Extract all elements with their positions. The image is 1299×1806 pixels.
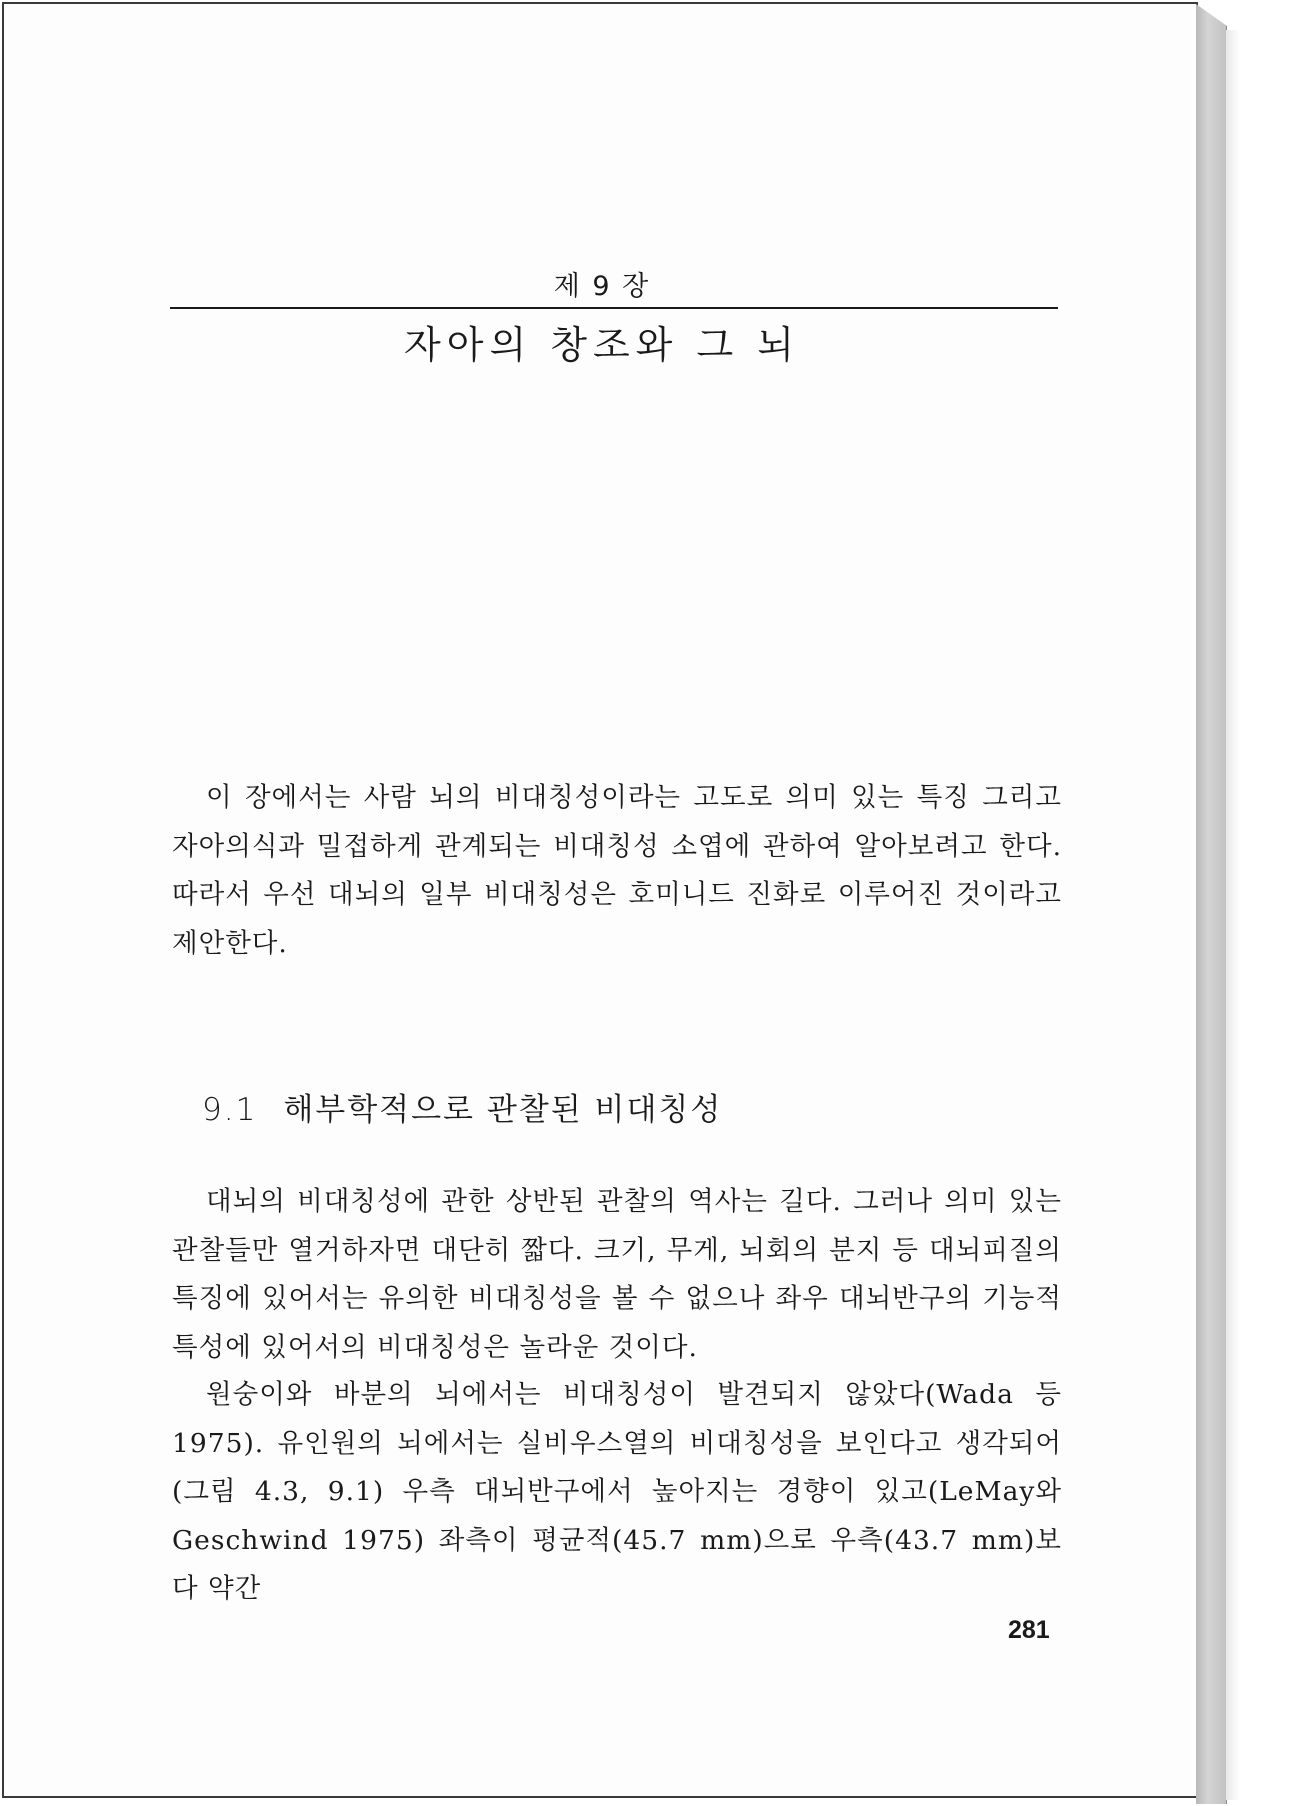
body-paragraph: 대뇌의 비대칭성에 관한 상반된 관찰의 역사는 길다. 그러나 의미 있는 관찰들만 열거하자면 대단히 짧다. 크기, 무게, 뇌회의 분지 등 대뇌피질의 특징에 있어서는 유의한 비대칭성을 볼 수 없으나 좌우 대뇌반구의 기능적 특성에 있어서의 비대칭성은 놀라운 것이다. bbox=[172, 1186, 1062, 1363]
chapter-label: 제 9 장 bbox=[553, 271, 651, 302]
chapter-divider bbox=[170, 307, 1058, 309]
section-title: 해부학적으로 관찰된 비대칭성 bbox=[283, 1092, 723, 1128]
intro-paragraph: 이 장에서는 사람 뇌의 비대칭성이라는 고도로 의미 있는 특징 그리고 자아의식과 밀접하게 관계되는 비대칭성 소엽에 관하여 알아보려고 한다. 따라서 우선 대뇌의 일부 비대칭성은 호미니드 진화로 이루어진 것이라고 제안한다. bbox=[172, 782, 1062, 959]
section-number: 9.1 bbox=[202, 1092, 258, 1128]
chapter-title: 자아의 창조와 그 뇌 bbox=[404, 323, 800, 367]
body-paragraph: 원숭이와 바분의 뇌에서는 비대칭성이 발견되지 않았다(Wada 등 1975). 유인원의 뇌에서는 실비우스열의 비대칭성을 보인다고 생각되어(그림 4.3, 9.1) 우측 대뇌반구에서 높아지는 경향이 있고(LeMay와 Geschwind 1975) 좌측이 평균적(45.7 mm)으로 우측(43.7 mm)보다 약간 bbox=[172, 1379, 1062, 1604]
section-heading bbox=[202, 1084, 722, 1129]
page-edge bbox=[1196, 4, 1227, 1804]
page-number: 281 bbox=[1008, 1616, 1050, 1644]
page-edge-shadow bbox=[1226, 30, 1240, 1800]
book-page bbox=[2, 2, 1198, 1798]
